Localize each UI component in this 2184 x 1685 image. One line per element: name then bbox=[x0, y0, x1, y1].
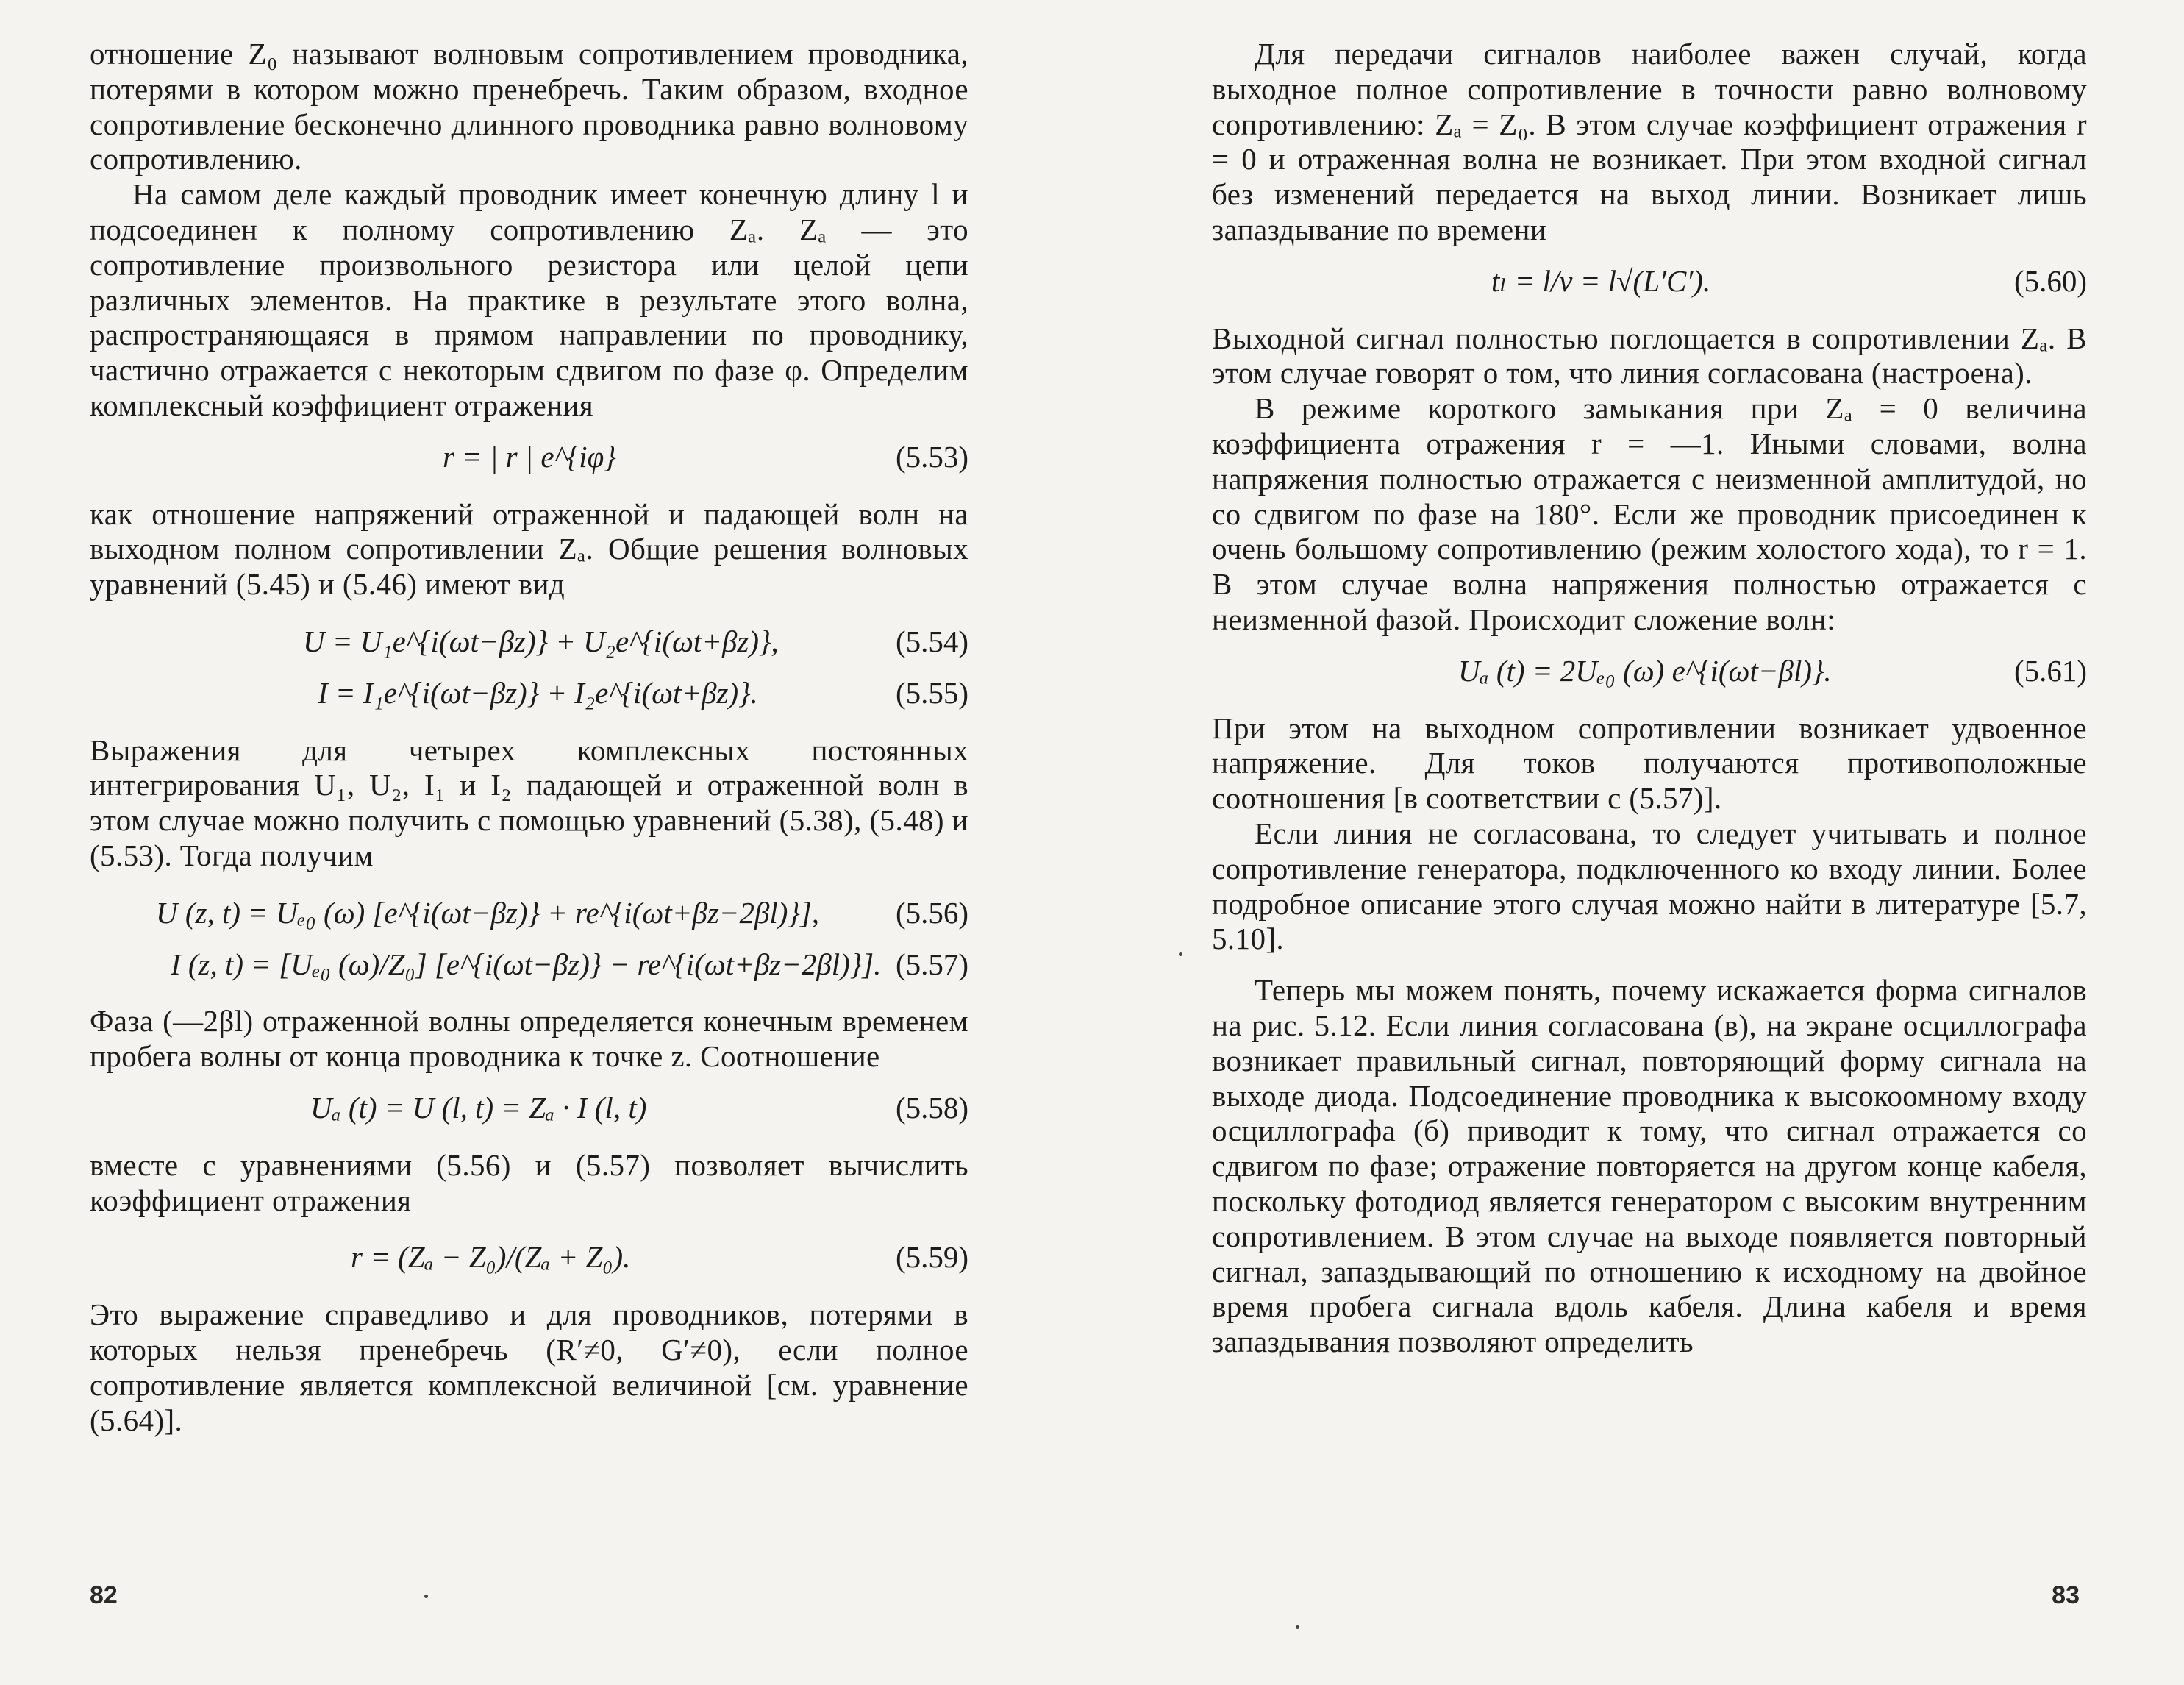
print-speck bbox=[424, 1595, 428, 1598]
equation-expression: U (z, t) = Uₑ₀ (ω) [e^{i(ωt−βz)} + re^{i(ωt+βz−2βl)}], bbox=[156, 895, 820, 930]
equation-expression: U = U₁e^{i(ωt−βz)} + U₂e^{i(ωt+βz)}, bbox=[303, 624, 779, 658]
right-page-text-column bbox=[1212, 37, 2087, 1360]
paragraph: как отношение напряжений отраженной и падающей волн на выходном полном сопротивлении Zₐ. Общие решения волновых уравнений (5.45) и (5.46) имеют вид bbox=[90, 496, 968, 602]
equation-expression: I (z, t) = [Uₑ₀ (ω)/Z₀] [e^{i(ωt−βz)} − re^{i(ωt+βz−2βl)}]. bbox=[171, 947, 882, 981]
equation-expression: Uₐ (t) = 2Uₑ₀ (ω) e^{i(ωt−βl)}. bbox=[1458, 653, 1832, 688]
paragraph: Выражения для четырех комплексных постоянных интегрирования U₁, U₂, I₁ и I₂ падающей и отраженной волн в этом случае можно получить с помощью уравнений (5.38), (5.48) и (5.53). Тогда получим bbox=[90, 733, 968, 872]
equation-number: (5.56) bbox=[895, 895, 968, 930]
equation-expression: tₗ = l/v = l√(L′C′). bbox=[1491, 263, 1711, 298]
paragraph: Для передачи сигналов наиболее важен случай, когда выходное полное сопротивление в точности равно волновому сопротивлению: Zₐ = Z₀. В этом случае коэффициент отражения r = 0 и отраженная волна не возникает. При этом входной сигнал без изменений передается на выход линии. Возникает лишь запаздывание по времени bbox=[1212, 37, 2087, 246]
equation bbox=[90, 1240, 968, 1275]
paragraph: Это выражение справедливо и для проводников, потерями в которых нельзя пренебречь (R′≠0, G′≠0), если полное сопротивление является комплексной величиной [см. уравнение (5.64)]. bbox=[90, 1297, 968, 1437]
print-speck bbox=[1296, 1625, 1299, 1629]
paragraph: вместе с уравнениями (5.56) и (5.57) позволяет вычислить коэффициент отражения bbox=[90, 1147, 968, 1217]
equation-number: (5.53) bbox=[895, 439, 968, 474]
paragraph: Выходной сигнал полностью поглощается в сопротивлении Zₐ. В этом случае говорят о том, что линия согласована (настроена). bbox=[1212, 321, 2087, 391]
equation-number: (5.58) bbox=[895, 1090, 968, 1125]
equation-number: (5.54) bbox=[895, 624, 968, 658]
equation-number: (5.55) bbox=[895, 675, 968, 710]
equation bbox=[1212, 264, 2087, 299]
equation bbox=[90, 896, 968, 931]
equation bbox=[90, 676, 968, 711]
page-number: 83 bbox=[2052, 1581, 2080, 1609]
equation bbox=[1212, 654, 2087, 689]
equation bbox=[90, 947, 968, 983]
paragraph: На самом деле каждый проводник имеет конечную длину l и подсоединен к полному сопротивлению Zₐ. Zₐ — это сопротивление произвольного резистора или целой цепи различных элементов. На практике в результате этого волна, распространяющаяся в прямом направлении по проводнику, частично отражается с некоторым сдвигом по фазе φ. Определим комплексный коэффициент отражения bbox=[90, 177, 968, 422]
equation-number: (5.59) bbox=[895, 1240, 968, 1275]
equation-number: (5.60) bbox=[2013, 263, 2087, 298]
equation bbox=[90, 624, 968, 660]
equation-number: (5.57) bbox=[895, 947, 968, 981]
paragraph: Фаза (—2βl) отраженной волны определяется конечным временем пробега волны от конца проводника к точке z. Соотношение bbox=[90, 1004, 968, 1074]
equation-expression: r = | r | e^{iφ} bbox=[443, 439, 616, 474]
equation bbox=[90, 440, 968, 475]
equation-number: (5.61) bbox=[2013, 653, 2087, 688]
paragraph: При этом на выходном сопротивлении возникает удвоенное напряжение. Для токов получаются противоположные соотношения [в соответствии с (5.57)]. bbox=[1212, 710, 2087, 816]
equation bbox=[90, 1091, 968, 1126]
left-page-text-column bbox=[90, 37, 968, 1438]
equation-expression: r = (Zₐ − Z₀)/(Zₐ + Z₀). bbox=[351, 1240, 631, 1275]
paragraph: отношение Z₀ называют волновым сопротивлением проводника, потерями в котором можно пренебречь. Таким образом, входное сопротивление бесконечно длинного проводника равно волновому сопротивлению. bbox=[90, 37, 968, 177]
page-number: 82 bbox=[90, 1581, 118, 1609]
equation-expression: I = I₁e^{i(ωt−βz)} + I₂e^{i(ωt+βz)}. bbox=[318, 675, 758, 710]
print-speck bbox=[1179, 952, 1182, 956]
paragraph: Если линия не согласована, то следует учитывать и полное сопротивление генератора, подключенного ко входу линии. Более подробное описание этого случая можно найти в литературе [5.7, 5.10]. bbox=[1212, 816, 2087, 956]
paragraph: В режиме короткого замыкания при Zₐ = 0 величина коэффициента отражения r = —1. Иными словами, волна напряжения полностью отражается с неизменной амплитудой, но со сдвигом по фазе на 180°. Если же проводник присоединен к очень большому сопротивлению (режим холостого хода), то r = 1. В этом случае волна напряжения полностью отражается с неизменной фазой. Происходит сложение волн: bbox=[1212, 391, 2087, 636]
paragraph: Теперь мы можем понять, почему искажается форма сигналов на рис. 5.12. Если линия согласована (в), на экране осциллографа возникает правильный сигнал, повторяющий форму сигнала на выходе диода. Подсоединение проводника к высокоомному входу осциллографа (б) приводит к тому, что сигнал отражается со сдвигом по фазе; отражение повторяется на другом конце кабеля, поскольку фотодиод является генератором с высоким внутренним сопротивлением. В этом случае на выходе появляется повторный сигнал, запаздывающий по отношению к исходному на двойное время пробега сигнала вдоль кабеля. Длина кабеля и время запаздывания позволяют определить bbox=[1212, 973, 2087, 1359]
equation-expression: Uₐ (t) = U (l, t) = Zₐ · I (l, t) bbox=[310, 1090, 647, 1125]
